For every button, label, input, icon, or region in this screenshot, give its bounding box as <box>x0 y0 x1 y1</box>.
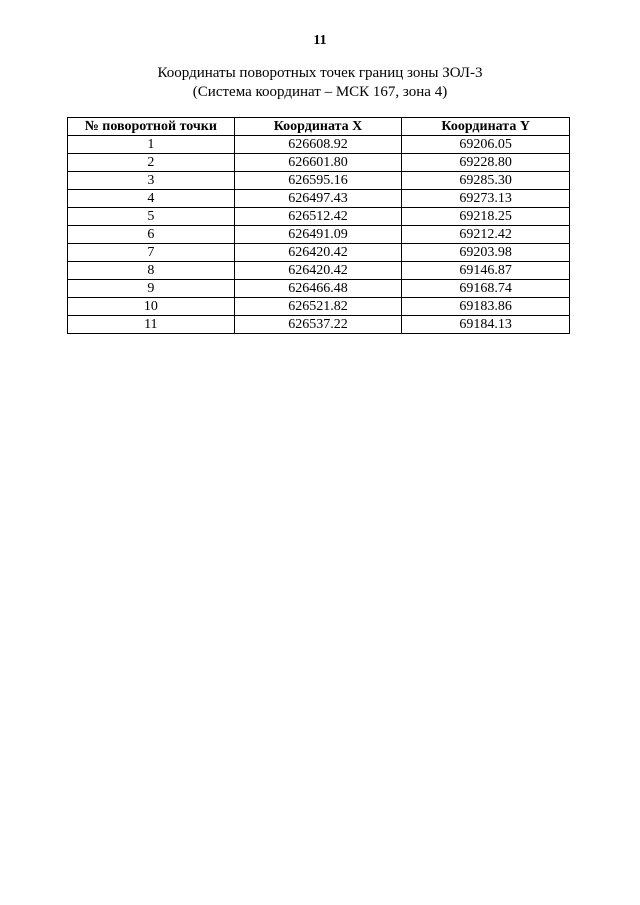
cell-coordinate-y: 69218.25 <box>402 208 570 226</box>
cell-point-number: 1 <box>68 136 235 154</box>
table-row <box>68 136 570 154</box>
cell-coordinate-x: 626491.09 <box>234 226 402 244</box>
table-header-row <box>68 118 570 136</box>
cell-coordinate-y: 69203.98 <box>402 244 570 262</box>
table-row <box>68 190 570 208</box>
cell-point-number: 7 <box>68 244 235 262</box>
cell-coordinate-y: 69168.74 <box>402 280 570 298</box>
cell-coordinate-y: 69206.05 <box>402 136 570 154</box>
cell-point-number: 8 <box>68 262 235 280</box>
cell-coordinate-x: 626512.42 <box>234 208 402 226</box>
page-number: 11 <box>313 33 327 48</box>
document-title <box>0 64 640 102</box>
table-row <box>68 280 570 298</box>
cell-coordinate-y: 69273.13 <box>402 190 570 208</box>
header-coordinate-x: Координата X <box>234 118 402 136</box>
cell-coordinate-x: 626595.16 <box>234 172 402 190</box>
header-coordinate-y: Координата Y <box>402 118 570 136</box>
cell-point-number: 11 <box>68 316 235 334</box>
cell-coordinate-x: 626466.48 <box>234 280 402 298</box>
cell-point-number: 6 <box>68 226 235 244</box>
cell-coordinate-y: 69183.86 <box>402 298 570 316</box>
table-row <box>68 154 570 172</box>
table-row <box>68 262 570 280</box>
title-line-2: (Система координат – МСК 167, зона 4) <box>192 84 448 100</box>
cell-coordinate-y: 69228.80 <box>402 154 570 172</box>
cell-coordinate-x: 626608.92 <box>234 136 402 154</box>
cell-coordinate-x: 626521.82 <box>234 298 402 316</box>
cell-point-number: 2 <box>68 154 235 172</box>
cell-coordinate-y: 69212.42 <box>402 226 570 244</box>
cell-coordinate-x: 626420.42 <box>234 244 402 262</box>
table-row <box>68 316 570 334</box>
cell-point-number: 5 <box>68 208 235 226</box>
cell-coordinate-x: 626601.80 <box>234 154 402 172</box>
table-row <box>68 172 570 190</box>
table-row <box>68 226 570 244</box>
cell-coordinate-y: 69184.13 <box>402 316 570 334</box>
cell-point-number: 4 <box>68 190 235 208</box>
cell-coordinate-x: 626420.42 <box>234 262 402 280</box>
cell-point-number: 3 <box>68 172 235 190</box>
cell-coordinate-y: 69146.87 <box>402 262 570 280</box>
table-row <box>68 298 570 316</box>
coordinates-table <box>67 117 570 334</box>
table-row <box>68 208 570 226</box>
title-line-1: Координаты поворотных точек границ зоны ЗОЛ-3 <box>157 65 483 81</box>
cell-coordinate-y: 69285.30 <box>402 172 570 190</box>
cell-coordinate-x: 626537.22 <box>234 316 402 334</box>
cell-coordinate-x: 626497.43 <box>234 190 402 208</box>
header-point-number: № поворотной точки <box>68 118 235 136</box>
cell-point-number: 9 <box>68 280 235 298</box>
cell-point-number: 10 <box>68 298 235 316</box>
table-row <box>68 244 570 262</box>
